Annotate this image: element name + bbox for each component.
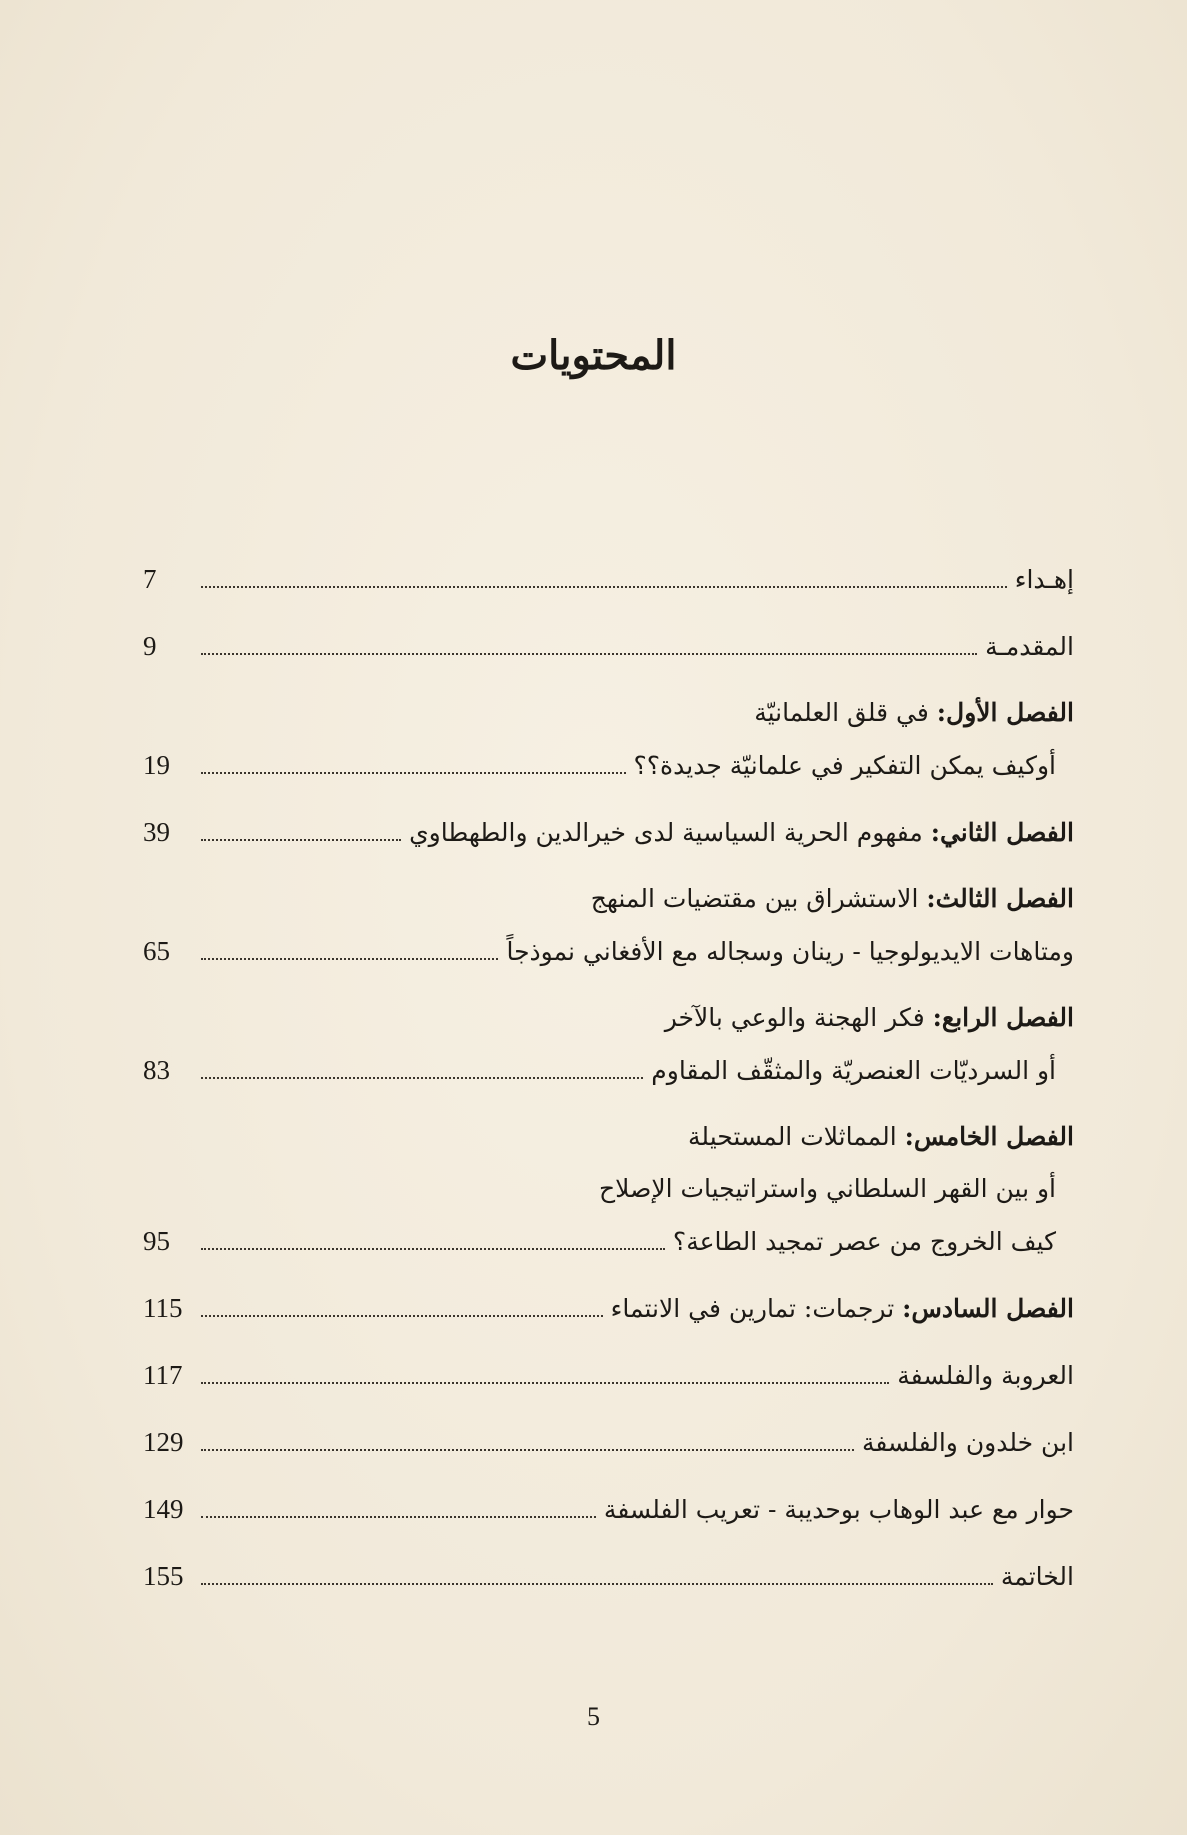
- dot-leader: [201, 1382, 889, 1384]
- toc-entry: [143, 1001, 1074, 1087]
- entry-label: ابن خلدون والفلسفة: [861, 1428, 1074, 1457]
- entry-page-number: 149: [143, 1494, 184, 1524]
- toc-line: [143, 1492, 1074, 1526]
- toc-entry: [143, 1559, 1074, 1593]
- entry-label: في قلق العلمانيّة: [754, 698, 929, 727]
- dot-leader: [201, 586, 1007, 588]
- toc-entry: [143, 1120, 1074, 1258]
- entry-label: فكر الهجنة والوعي بالآخر: [664, 1003, 925, 1032]
- toc-entry: [143, 1425, 1074, 1459]
- entry-page-number: 115: [143, 1293, 183, 1323]
- entry-label: الاستشراق بين مقتضيات المنهج: [590, 884, 919, 913]
- toc-entry: [143, 629, 1074, 663]
- entry-label: إهـداء: [1014, 565, 1074, 594]
- entry-label: المقدمـة: [985, 632, 1074, 661]
- dot-leader: [201, 1248, 665, 1250]
- entry-label: حوار مع عبد الوهاب بوحديبة - تعريب الفلسفة: [603, 1495, 1074, 1524]
- toc-line: [143, 1172, 1074, 1206]
- chapter-label: الفصل السادس:: [902, 1294, 1074, 1323]
- entry-page-number: 95: [143, 1226, 170, 1256]
- entry-label: ترجمات: تمارين في الانتماء: [610, 1294, 895, 1323]
- toc-line: [143, 1001, 1074, 1035]
- page-number: 5: [587, 1702, 600, 1731]
- toc-line: [143, 1425, 1074, 1459]
- toc-line: [143, 882, 1074, 916]
- toc-entry: [143, 815, 1074, 849]
- toc-entry: [143, 562, 1074, 596]
- toc-line: [143, 748, 1074, 782]
- entry-label: مفهوم الحرية السياسية لدى خيرالدين والطهطاوي: [409, 818, 923, 847]
- dot-leader: [201, 1449, 854, 1451]
- toc-line: [143, 1559, 1074, 1593]
- dot-leader: [201, 653, 977, 655]
- chapter-label: الفصل الثاني:: [930, 818, 1074, 847]
- dot-leader: [201, 772, 626, 774]
- entry-page-number: 65: [143, 936, 170, 966]
- dot-leader: [201, 1077, 643, 1079]
- toc-line: [143, 1224, 1074, 1258]
- toc-line: [143, 1291, 1074, 1325]
- entry-page-number: 117: [143, 1360, 183, 1390]
- toc-line: [143, 1120, 1074, 1154]
- toc-entry: [143, 696, 1074, 782]
- entry-label: العروبة والفلسفة: [897, 1361, 1074, 1390]
- dot-leader: [201, 839, 401, 841]
- entry-page-number: 19: [143, 750, 170, 780]
- toc-line: [143, 815, 1074, 849]
- toc-line: [143, 1358, 1074, 1392]
- dot-leader: [201, 1315, 603, 1317]
- chapter-label: الفصل الرابع:: [932, 1003, 1074, 1032]
- entry-label: أو السرديّات العنصريّة والمثقّف المقاوم: [651, 1056, 1056, 1085]
- table-of-contents: [143, 562, 1074, 1593]
- chapter-label: الفصل الثالث:: [926, 884, 1074, 913]
- page-title: المحتويات: [510, 332, 677, 379]
- toc-entry: [143, 1492, 1074, 1526]
- toc-entry: [143, 1358, 1074, 1392]
- toc-line: [143, 562, 1074, 596]
- chapter-label: الفصل الأول:: [936, 698, 1074, 727]
- toc-line: [143, 629, 1074, 663]
- toc-line: [143, 1053, 1074, 1087]
- entry-label: أو بين القهر السلطاني واستراتيجيات الإصلاح: [599, 1174, 1056, 1203]
- entry-page-number: 129: [143, 1427, 184, 1457]
- dot-leader: [201, 1516, 596, 1518]
- entry-page-number: 9: [143, 631, 157, 661]
- entry-page-number: 83: [143, 1055, 170, 1085]
- entry-page-number: 155: [143, 1561, 184, 1591]
- chapter-label: الفصل الخامس:: [904, 1122, 1074, 1151]
- entry-label: المماثلات المستحيلة: [688, 1122, 897, 1151]
- entry-label: كيف الخروج من عصر تمجيد الطاعة؟: [672, 1227, 1056, 1256]
- entry-page-number: 39: [143, 817, 170, 847]
- entry-label: ومتاهات الايديولوجيا - رينان وسجاله مع الأفغاني نموذجاً: [506, 937, 1074, 966]
- entry-label: أوكيف يمكن التفكير في علمانيّة جديدة؟؟: [633, 751, 1056, 780]
- dot-leader: [201, 1583, 993, 1585]
- entry-label: الخاتمة: [1000, 1562, 1074, 1591]
- toc-entry: [143, 882, 1074, 968]
- toc-entry: [143, 1291, 1074, 1325]
- entry-page-number: 7: [143, 564, 157, 594]
- toc-line: [143, 934, 1074, 968]
- dot-leader: [201, 958, 498, 960]
- toc-line: [143, 696, 1074, 730]
